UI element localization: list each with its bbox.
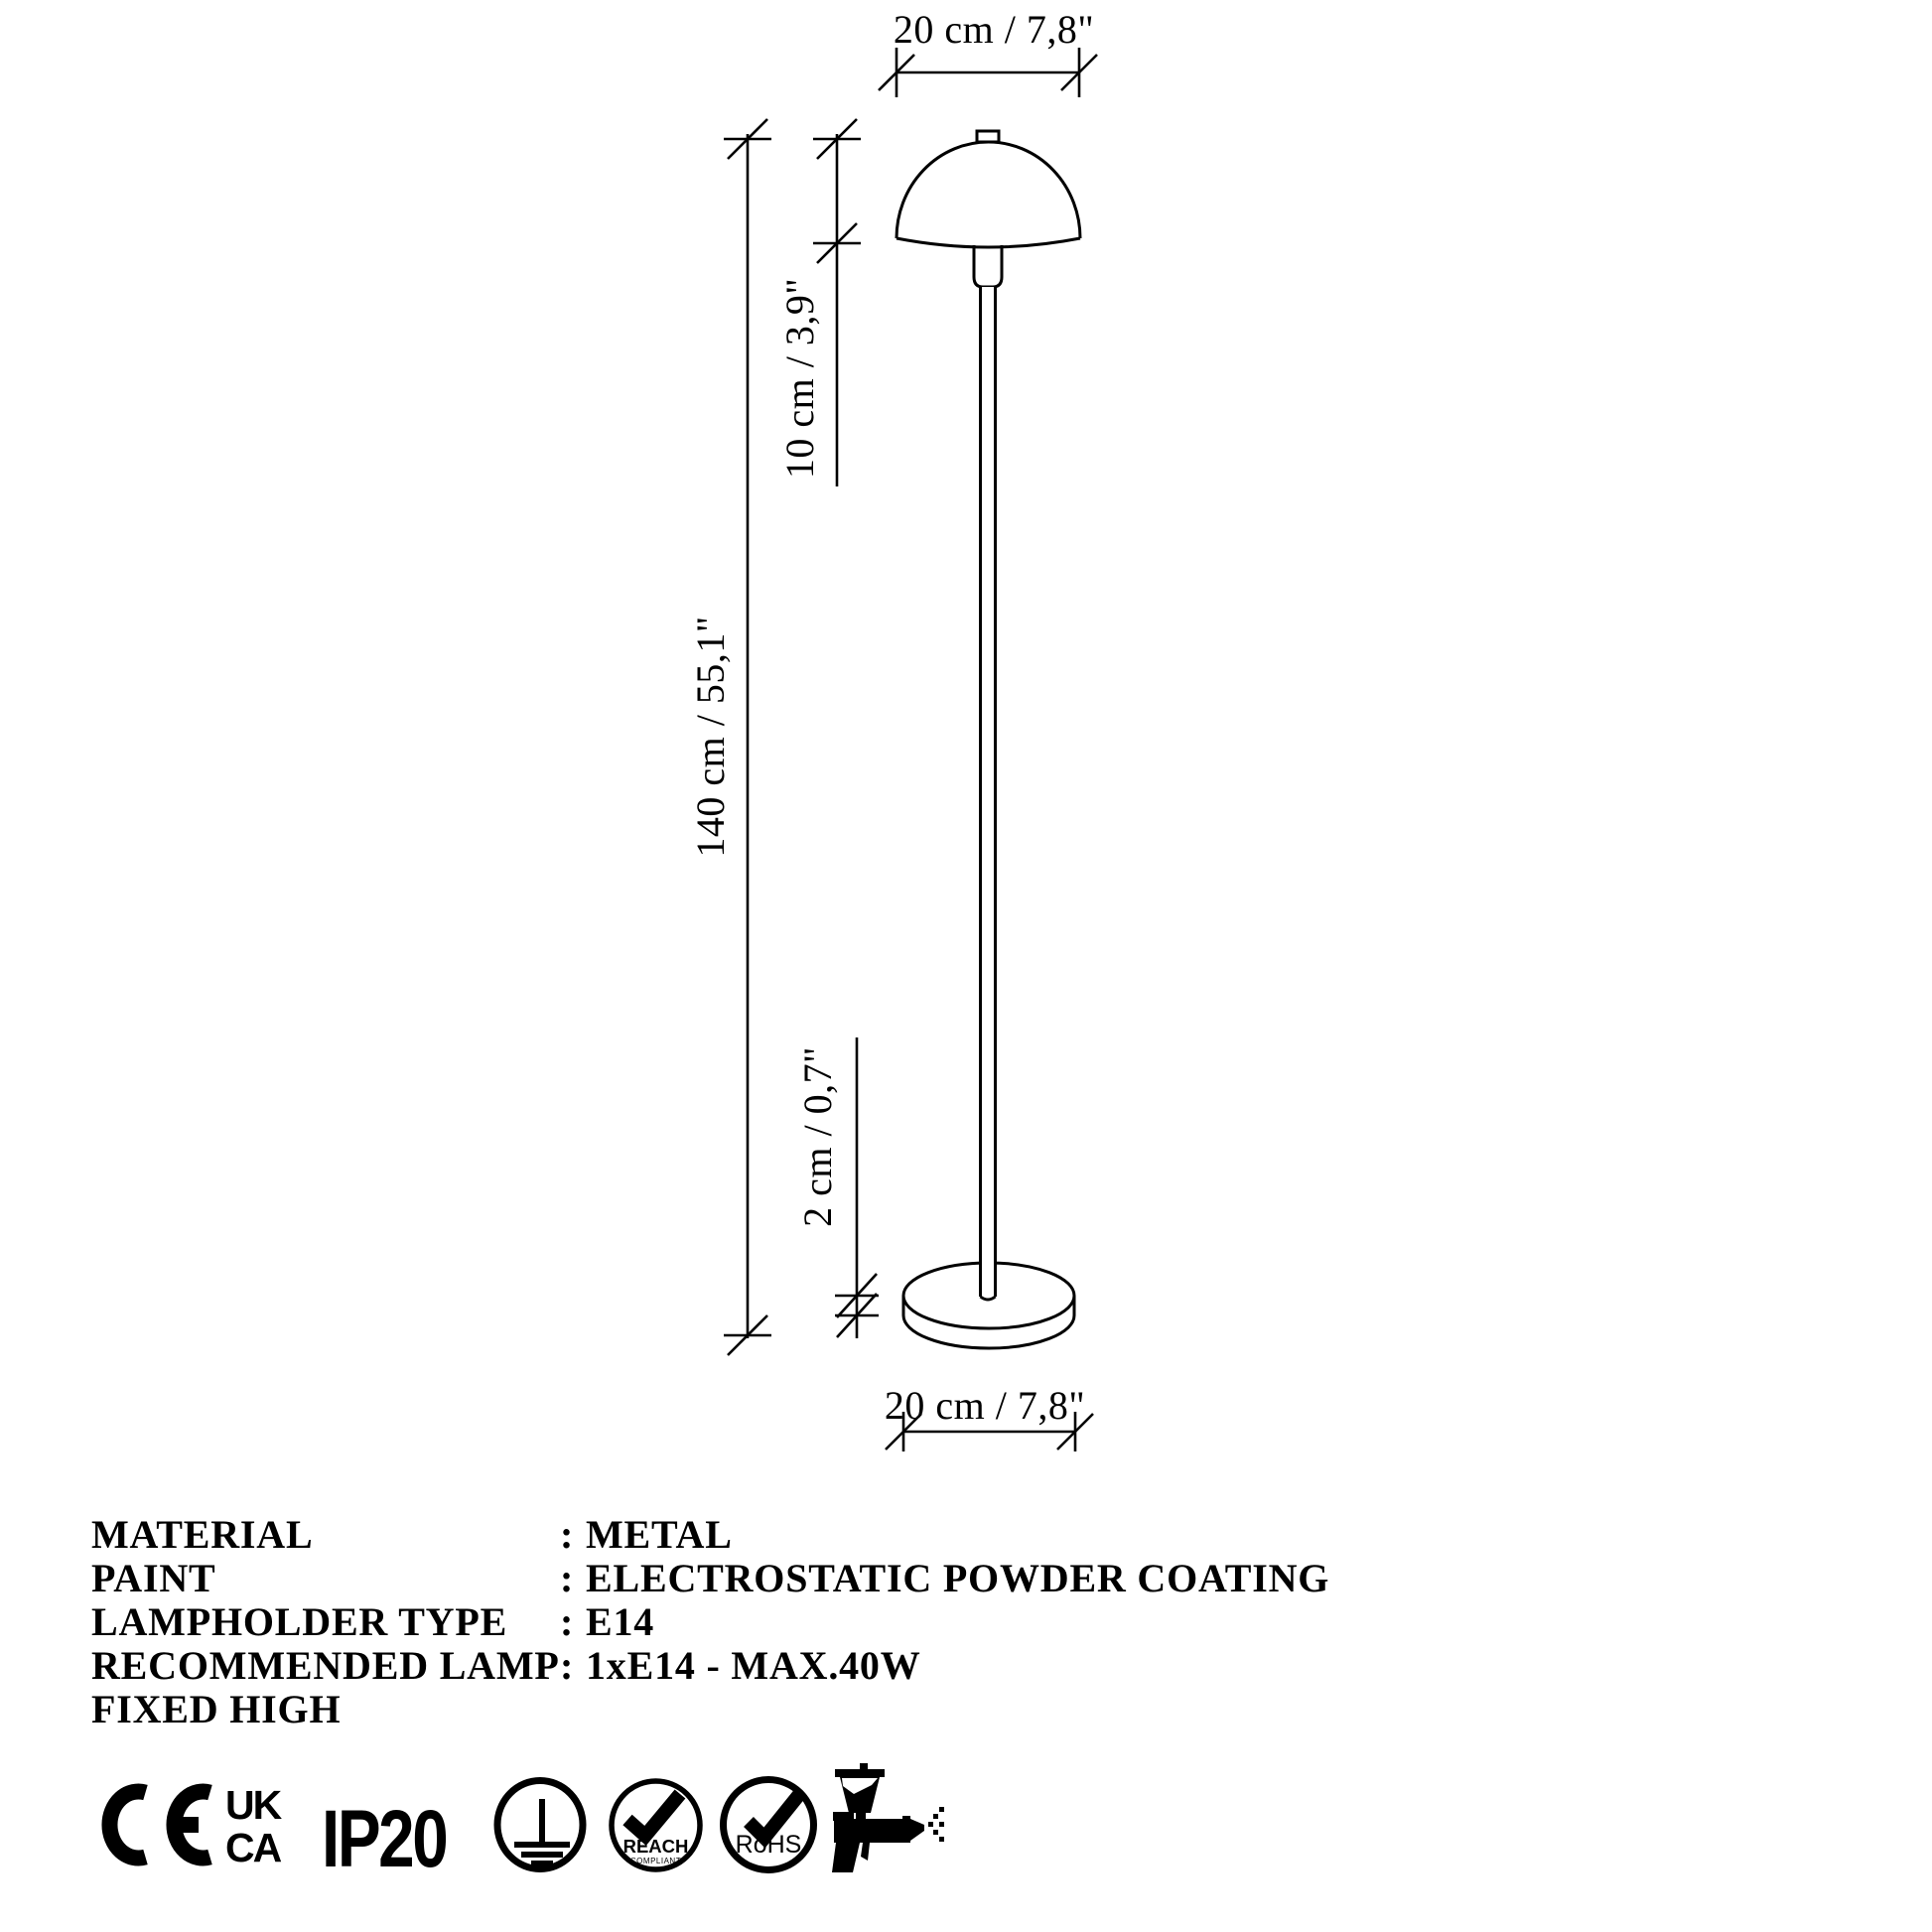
dim-label-shade-width: 20 cm / 7,8" bbox=[893, 7, 1095, 52]
spec-row-material bbox=[91, 1513, 1481, 1557]
dim-label-total-height: 140 cm / 55,1" bbox=[688, 616, 733, 858]
lamp-finial bbox=[977, 131, 999, 142]
rohs-compliant-icon bbox=[719, 1775, 818, 1874]
dim-label-base-thickness: 2 cm / 0,7" bbox=[795, 1046, 840, 1227]
reach-compliant-icon bbox=[608, 1777, 704, 1873]
spec-value: E14 bbox=[586, 1599, 655, 1644]
checkmark-icon bbox=[627, 1794, 680, 1836]
spray-gun-icon bbox=[832, 1763, 945, 1874]
spec-colon: : bbox=[560, 1599, 575, 1644]
spec-colon: : bbox=[560, 1512, 575, 1557]
spec-value: ELECTROSTATIC POWDER COATING bbox=[586, 1556, 1330, 1600]
spec-row-lampholder bbox=[91, 1600, 1481, 1644]
ce-mark-icon bbox=[89, 1782, 216, 1869]
ukca-mark-icon bbox=[225, 1784, 280, 1869]
spec-value: 1xE14 - MAX.40W bbox=[586, 1643, 921, 1688]
lamp-outline bbox=[897, 131, 1080, 1348]
spec-colon: : bbox=[560, 1556, 575, 1600]
spec-colon: : bbox=[560, 1643, 575, 1688]
protective-earth-icon bbox=[493, 1777, 587, 1872]
dim-label-shade-height: 10 cm / 3,9" bbox=[777, 277, 822, 480]
spec-row-fixed-high bbox=[91, 1688, 1481, 1731]
reach-title: REACH bbox=[622, 1836, 689, 1857]
spec-label: RECOMMENDED LAMP bbox=[91, 1643, 560, 1688]
ip-rating-label: IP20 bbox=[322, 1794, 447, 1884]
spec-label: LAMPHOLDER TYPE bbox=[91, 1599, 508, 1644]
spec-label: MATERIAL bbox=[91, 1512, 314, 1557]
spec-row-recommended-lamp bbox=[91, 1644, 1481, 1688]
reach-subtitle: COMPLIANT bbox=[629, 1857, 682, 1865]
spec-row-paint bbox=[91, 1557, 1481, 1600]
ukca-line2: CA bbox=[225, 1825, 281, 1870]
dimension-lines bbox=[724, 48, 1097, 1451]
dim-label-base-width: 20 cm / 7,8" bbox=[884, 1383, 1086, 1428]
lamp-socket bbox=[974, 245, 1002, 287]
spec-value: METAL bbox=[586, 1512, 733, 1557]
spec-table bbox=[91, 1513, 1481, 1731]
lamp-shade-bottom-edge bbox=[897, 238, 1080, 247]
spec-label: PAINT bbox=[91, 1556, 216, 1600]
lamp-shade-dome bbox=[897, 142, 1080, 238]
lamp-stem bbox=[981, 286, 996, 1300]
ukca-line1: UK bbox=[225, 1782, 281, 1828]
rohs-title: RoHS bbox=[735, 1831, 802, 1859]
spec-label: FIXED HIGH bbox=[91, 1687, 342, 1731]
